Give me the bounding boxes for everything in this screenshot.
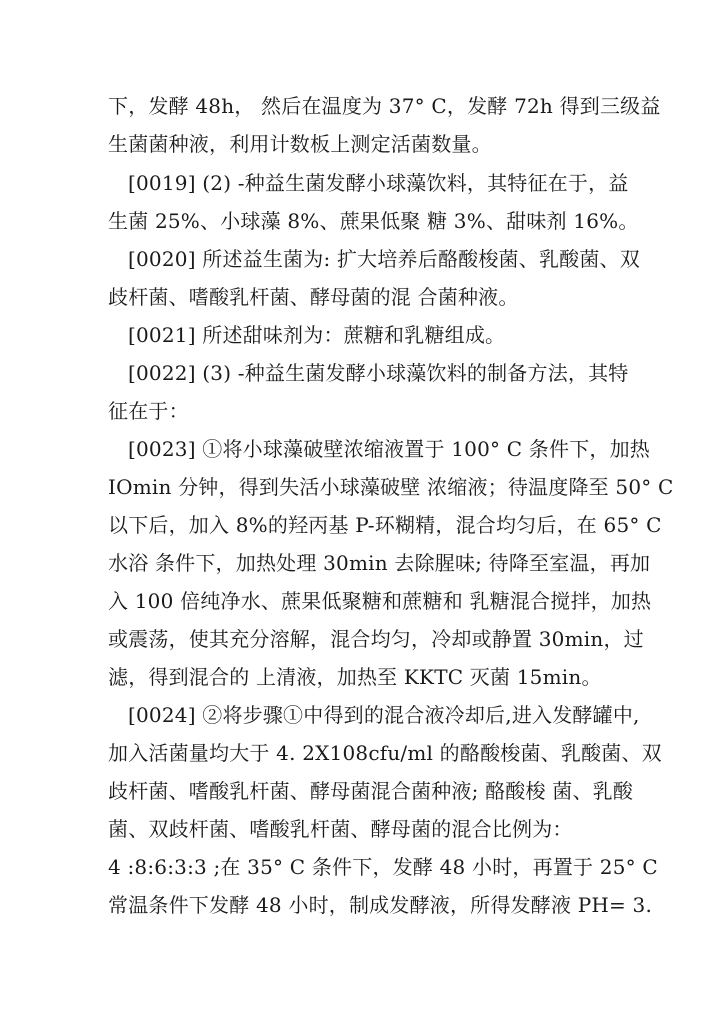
text-line: 滤，得到混合的 上清液，加热至 KKTC 灭菌 15min。 xyxy=(108,665,602,689)
text-line: 下，发酵 48h， 然后在温度为 37° C，发酵 72h 得到三级益 xyxy=(108,94,661,118)
text-line: 加入活菌量均大于 4. 2X108cfu/ml 的酪酸梭菌、乳酸菌、双 xyxy=(108,741,662,765)
paragraph-0022: [0022] (3) -种益生菌发酵小球藻饮料的制备方法，其特 xyxy=(128,361,629,385)
text-line: 水浴 条件下，加热处理 30min 去除腥味; 待降至室温，再加 xyxy=(108,551,651,575)
paragraph-0020: [0020] 所述益生菌为: 扩大培养后酪酸梭菌、乳酸菌、双 xyxy=(128,247,640,271)
text-line: 歧杆菌、嗜酸乳杆菌、酵母菌混合菌种液; 酪酸梭 菌、乳酸 xyxy=(108,779,634,803)
text-line: 4 :8:6:3:3 ;在 35° C 条件下，发酵 48 小时，再置于 25° C xyxy=(108,855,658,879)
text-line: 生菌 25%、小球藻 8%、蔗果低聚 糖 3%、甜味剂 16%。 xyxy=(108,209,639,233)
text-line: 征在于： xyxy=(108,399,189,423)
text-line: 或震荡，使其充分溶解，混合均匀，冷却或静置 30min，过 xyxy=(108,627,644,651)
paragraph-0024: [0024] ②将步骤①中得到的混合液冷却后,进入发酵罐中, xyxy=(128,703,640,727)
text-line: 以下后，加入 8%的羟丙基 P-环糊精，混合均匀后，在 65° C xyxy=(108,513,662,537)
text-line: 菌、双歧杆菌、嗜酸乳杆菌、酵母菌的混合比例为： xyxy=(108,817,573,841)
text-line: 常温条件下发酵 48 小时，制成发酵液，所得发酵液 PH= 3. xyxy=(108,893,653,917)
text-line: IOmin 分钟，得到失活小球藻破壁 浓缩液；待温度降至 50° C xyxy=(108,475,674,499)
text-line: 生菌菌种液，利用计数板上测定活菌数量。 xyxy=(108,132,492,156)
paragraph-0023: [0023] ①将小球藻破壁浓缩液置于 100° C 条件下，加热 xyxy=(128,437,651,461)
text-line: 歧杆菌、嗜酸乳杆菌、酵母菌的混 合菌种液。 xyxy=(108,285,519,309)
paragraph-0019: [0019] (2) -种益生菌发酵小球藻饮料，其特征在于，益 xyxy=(128,171,629,195)
text-line: 入 100 倍纯净水、蔗果低聚糖和蔗糖和 乳糖混合搅拌，加热 xyxy=(108,589,652,613)
paragraph-0021: [0021] 所述甜味剂为：蔗糖和乳糖组成。 xyxy=(128,323,506,347)
